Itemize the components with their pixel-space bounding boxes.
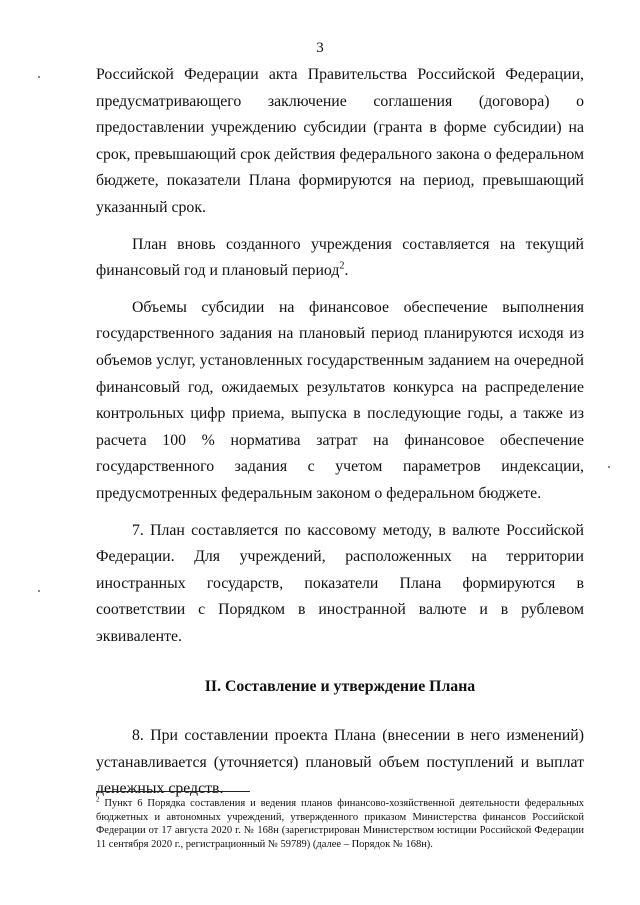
paragraph-text: План вновь созданного учреждения составляется на текущий финансовый год и плановый период [96, 235, 584, 280]
paragraph-item-7: 7. План составляется по кассовому методу, в валюте Российской Федерации. Для учреждений, расположенных на территории иностранных государств, показатели Плана формируются в соответствии с Порядком в иностранной валюте и в рублевом эквиваленте. [96, 521, 584, 645]
paragraph-subsidy-volumes: Объемы субсидии на финансовое обеспечение выполнения государственного задания на плановый период планируются исходя из объемов услуг, установленных государственным заданием на очередной финансовый год, ожидаемых результатов конкурса на распределение контрольных цифр приема, выпуска в последующие годы, а также из расчета 100 % норматива затрат на финансовое обеспечение государственного задания с учетом параметров индексации, предусмотренных федеральным законом о федеральном бюджете. [96, 298, 584, 502]
scan-speck [608, 466, 610, 468]
page-number: 3 [316, 40, 324, 56]
section-heading: II. Составление и утверждение Плана [204, 678, 476, 696]
footnote [96, 797, 584, 851]
footnote-marker: 2 [96, 796, 100, 804]
paragraph-new-institution-plan [96, 232, 584, 285]
scan-speck [38, 590, 40, 592]
paragraph-end-punctuation: . [344, 262, 349, 280]
footnote-separator [96, 791, 250, 792]
footnote-text: Пункт 6 Порядка составления и ведения планов финансово-хозяйственной деятельности федеральных бюджетных и автономных учреждений, утвержденного приказом Министерства финансов Российской Федерации от 17 августа 2020 г. № 168н (зарегистрирован Министерством юстиции Российской Федерации 11 сентября 2020 г., регистрационный № 59789) (далее – Порядок № 168н). [96, 798, 584, 850]
paragraph-item-8: 8. При составлении проекта Плана (внесении в него изменений) устанавливается (уточняется) плановый объем поступлений и выплат денежных средств. [96, 727, 584, 798]
document-body [96, 62, 584, 813]
paragraph-continuation: Российской Федерации акта Правительства Российской Федерации, предусматривающего заключение соглашения (договора) о предоставлении учреждению субсидии (гранта в форме субсидии) на срок, превышающий срок действия федерального закона о федеральном бюджете, показатели Плана формируются на период, превышающий указанный срок. [96, 66, 584, 216]
scan-speck [38, 76, 40, 78]
footnote-reference: 2 [339, 260, 345, 272]
